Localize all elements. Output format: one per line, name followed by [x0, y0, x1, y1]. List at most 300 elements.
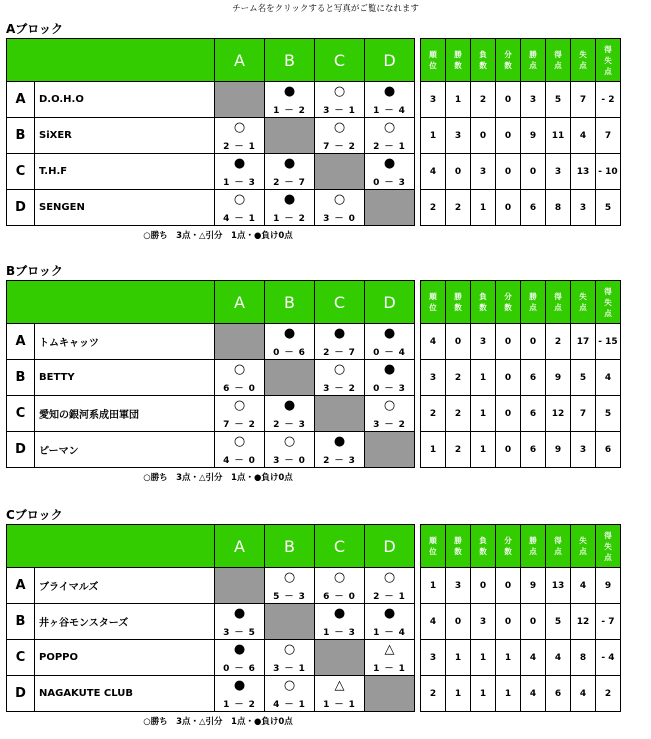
stat-header-char: 点 — [604, 308, 612, 318]
stat-header-char: 勝 — [529, 292, 537, 301]
match-result-cell — [315, 82, 365, 118]
stat-header — [546, 39, 571, 82]
table-row — [7, 190, 621, 226]
stat-value: - 2 — [596, 82, 621, 118]
row-letter: D — [7, 432, 35, 468]
result-mark-icon: ○ — [233, 362, 246, 377]
stat-value: 2 — [446, 432, 471, 468]
header-corner — [7, 39, 215, 82]
match-score: 1 － 2 — [273, 106, 306, 116]
stat-value: 2 — [446, 396, 471, 432]
column-header-team: B — [265, 525, 315, 568]
stat-value: 4 — [521, 640, 546, 676]
match-result-cell — [365, 640, 415, 676]
match-score: 7 － 2 — [323, 142, 356, 152]
match-result-cell — [265, 432, 315, 468]
stat-header — [496, 525, 521, 568]
stat-header-char: 得 — [604, 44, 612, 54]
stat-value: 0 — [446, 154, 471, 190]
match-score: 3 － 0 — [273, 456, 306, 466]
stat-value: 5 — [546, 82, 571, 118]
match-result-cell — [315, 190, 365, 226]
stat-header-char: 失 — [579, 536, 587, 545]
match-score: 2 － 7 — [273, 178, 306, 188]
match-score: 5 － 3 — [273, 592, 306, 602]
match-result-cell — [215, 360, 265, 396]
column-header-team: D — [365, 39, 415, 82]
result-mark-icon: ● — [283, 156, 296, 171]
stat-value: 3 — [571, 190, 596, 226]
match-score: 2 － 1 — [373, 592, 406, 602]
team-name-link[interactable]: POPPO — [35, 640, 215, 676]
stat-value: 1 — [421, 568, 446, 604]
match-score: 6 － 0 — [223, 384, 256, 394]
stat-value: 11 — [546, 118, 571, 154]
column-header-team: D — [365, 525, 415, 568]
column-header-team: C — [315, 281, 365, 324]
match-result-cell — [365, 360, 415, 396]
stat-header-char: 順 — [429, 50, 437, 59]
result-mark-icon: △ — [334, 678, 345, 693]
table-row — [7, 604, 621, 640]
self-match-cell — [265, 118, 315, 154]
stat-value: 5 — [596, 396, 621, 432]
stat-header-char: 点 — [554, 303, 562, 312]
stat-header-char: 点 — [579, 303, 587, 312]
stat-value: 0 — [496, 82, 521, 118]
stat-header-char: 失 — [604, 55, 612, 65]
match-score: 1 － 3 — [323, 628, 356, 638]
match-result-cell — [215, 396, 265, 432]
stat-header-char: 数 — [454, 61, 462, 70]
stat-value: 2 — [471, 82, 496, 118]
stat-value: 1 — [471, 396, 496, 432]
stat-header-char: 失 — [604, 297, 612, 307]
match-score: 2 － 1 — [223, 142, 256, 152]
stat-header-char: 勝 — [454, 536, 462, 545]
row-letter: A — [7, 568, 35, 604]
stat-value: 1 — [496, 640, 521, 676]
stat-value: 13 — [546, 568, 571, 604]
result-mark-icon: ● — [233, 156, 246, 171]
row-letter: A — [7, 82, 35, 118]
block-title: Aブロック — [6, 22, 64, 36]
stat-value: 9 — [521, 568, 546, 604]
stat-value: 0 — [471, 118, 496, 154]
stat-value: 0 — [446, 324, 471, 360]
stat-header-char: 点 — [604, 66, 612, 76]
result-mark-icon: ● — [333, 606, 346, 621]
stat-value: 6 — [596, 432, 621, 468]
stat-value: 9 — [596, 568, 621, 604]
team-name-link[interactable]: BETTY — [35, 360, 215, 396]
result-mark-icon: ○ — [333, 192, 346, 207]
stat-value: - 10 — [596, 154, 621, 190]
result-mark-icon: ○ — [283, 642, 296, 657]
match-result-cell — [315, 676, 365, 712]
stat-value: 3 — [446, 118, 471, 154]
team-name-link[interactable]: T.H.F — [35, 154, 215, 190]
match-score: 1 － 4 — [373, 106, 406, 116]
stat-value: 0 — [521, 604, 546, 640]
match-score: 4 － 1 — [223, 214, 256, 224]
stat-header-char: 点 — [554, 547, 562, 556]
stat-header-char: 位 — [429, 303, 437, 312]
match-score: 0 － 4 — [373, 348, 406, 358]
result-mark-icon: ○ — [233, 120, 246, 135]
match-result-cell — [365, 604, 415, 640]
stat-header-char: 得 — [554, 292, 562, 301]
stat-header — [521, 525, 546, 568]
stat-value: 4 — [421, 324, 446, 360]
row-letter: A — [7, 324, 35, 360]
result-mark-icon: △ — [384, 642, 395, 657]
self-match-cell — [315, 640, 365, 676]
row-letter: D — [7, 190, 35, 226]
result-mark-icon: ○ — [233, 192, 246, 207]
stat-header-char: 点 — [554, 61, 562, 70]
stat-value: 12 — [571, 604, 596, 640]
column-header-team: A — [215, 281, 265, 324]
stat-header-char: 点 — [579, 547, 587, 556]
match-result-cell — [265, 568, 315, 604]
result-mark-icon: ● — [383, 156, 396, 171]
match-score: 4 － 0 — [223, 456, 256, 466]
stat-value: 4 — [421, 154, 446, 190]
stat-header-char: 得 — [554, 50, 562, 59]
stat-header — [446, 281, 471, 324]
stat-value: 5 — [596, 190, 621, 226]
stat-value: 0 — [496, 324, 521, 360]
stat-value: 0 — [521, 154, 546, 190]
stat-value: 0 — [496, 396, 521, 432]
stat-header-char: 得 — [554, 536, 562, 545]
team-name-link[interactable]: ピーマン — [35, 432, 215, 468]
stat-value: 7 — [571, 82, 596, 118]
match-result-cell — [265, 154, 315, 190]
row-letter: C — [7, 154, 35, 190]
stat-header — [496, 281, 521, 324]
stat-value: 3 — [471, 604, 496, 640]
team-name-link[interactable]: トムキャッツ — [35, 324, 215, 360]
stat-header — [446, 525, 471, 568]
row-letter: C — [7, 640, 35, 676]
stat-value: 2 — [421, 676, 446, 712]
match-score: 7 － 2 — [223, 420, 256, 430]
stat-header-char: 数 — [504, 61, 512, 70]
row-letter: B — [7, 118, 35, 154]
stat-value: 2 — [446, 190, 471, 226]
stat-header — [521, 39, 546, 82]
team-name-link[interactable]: SiXER — [35, 118, 215, 154]
stat-value: 0 — [496, 568, 521, 604]
match-result-cell — [365, 396, 415, 432]
result-mark-icon: ● — [383, 84, 396, 99]
stat-header — [471, 39, 496, 82]
stat-value: 3 — [446, 568, 471, 604]
match-result-cell — [215, 640, 265, 676]
stat-header-char: 負 — [479, 536, 487, 545]
stat-header-char: 負 — [479, 50, 487, 59]
match-score: 3 － 1 — [273, 664, 306, 674]
self-match-cell — [215, 324, 265, 360]
stat-value: 1 — [471, 676, 496, 712]
stat-header-char: 位 — [429, 61, 437, 70]
match-score: 0 － 6 — [273, 348, 306, 358]
stat-value: 2 — [421, 396, 446, 432]
stat-header-char: 数 — [479, 61, 487, 70]
column-header-team: B — [265, 39, 315, 82]
stat-value: 3 — [471, 154, 496, 190]
match-score: 2 － 3 — [323, 456, 356, 466]
stat-value: 17 — [571, 324, 596, 360]
result-mark-icon: ○ — [283, 434, 296, 449]
result-mark-icon: ● — [283, 326, 296, 341]
stat-value: 4 — [521, 676, 546, 712]
stat-header — [596, 39, 621, 82]
stat-value: - 7 — [596, 604, 621, 640]
stat-value: 4 — [546, 640, 571, 676]
stat-value: 7 — [571, 396, 596, 432]
stat-header-char: 順 — [429, 536, 437, 545]
stat-value: 1 — [446, 676, 471, 712]
stat-header — [571, 39, 596, 82]
match-score: 3 － 0 — [323, 214, 356, 224]
stat-header-char: 点 — [529, 547, 537, 556]
stat-header — [571, 525, 596, 568]
stat-value: 6 — [521, 432, 546, 468]
result-mark-icon: ● — [233, 606, 246, 621]
stat-header — [596, 525, 621, 568]
standings-table — [6, 280, 621, 468]
result-mark-icon: ○ — [383, 570, 396, 585]
stat-value: 0 — [471, 568, 496, 604]
match-score: 1 － 1 — [323, 700, 356, 710]
points-legend: ○勝ち 3点・△引分 1点・●負け0点 — [143, 717, 293, 727]
stat-header-char: 数 — [504, 303, 512, 312]
column-header-team: D — [365, 281, 415, 324]
stat-value: 0 — [496, 154, 521, 190]
stat-value: 1 — [471, 432, 496, 468]
stat-value: 1 — [446, 640, 471, 676]
stat-header-char: 点 — [579, 61, 587, 70]
standings-table — [6, 38, 621, 226]
stat-header-char: 失 — [579, 50, 587, 59]
stat-value: 3 — [421, 640, 446, 676]
result-mark-icon: ● — [383, 362, 396, 377]
stat-header-char: 数 — [454, 547, 462, 556]
match-result-cell — [215, 604, 265, 640]
stat-header-char: 得 — [604, 530, 612, 540]
stat-header-char: 勝 — [454, 50, 462, 59]
stat-header-char: 勝 — [529, 50, 537, 59]
match-score: 0 － 3 — [373, 178, 406, 188]
table-row — [7, 82, 621, 118]
result-mark-icon: ● — [283, 84, 296, 99]
match-score: 2 － 7 — [323, 348, 356, 358]
match-score: 1 － 2 — [273, 214, 306, 224]
match-result-cell — [365, 568, 415, 604]
match-result-cell — [365, 324, 415, 360]
stat-value: 6 — [521, 396, 546, 432]
match-score: 3 － 1 — [323, 106, 356, 116]
stat-header — [521, 281, 546, 324]
self-match-cell — [215, 568, 265, 604]
match-result-cell — [215, 676, 265, 712]
stat-value: 4 — [421, 604, 446, 640]
self-match-cell — [265, 360, 315, 396]
stat-header-char: 点 — [529, 61, 537, 70]
stat-header-char: 点 — [529, 303, 537, 312]
stat-header — [596, 281, 621, 324]
column-header-team: B — [265, 281, 315, 324]
match-score: 0 － 6 — [223, 664, 256, 674]
stat-value: 9 — [521, 118, 546, 154]
header-corner — [7, 525, 215, 568]
stat-header-char: 分 — [504, 536, 512, 545]
match-score: 1 － 1 — [373, 664, 406, 674]
table-row — [7, 568, 621, 604]
match-score: 6 － 0 — [323, 592, 356, 602]
row-letter: B — [7, 360, 35, 396]
stat-value: 0 — [496, 604, 521, 640]
stat-value: 5 — [571, 360, 596, 396]
stat-value: 13 — [571, 154, 596, 190]
stat-header — [421, 39, 446, 82]
self-match-cell — [365, 676, 415, 712]
match-result-cell — [265, 640, 315, 676]
result-mark-icon: ● — [283, 398, 296, 413]
match-score: 3 － 5 — [223, 628, 256, 638]
stat-value: 9 — [546, 432, 571, 468]
stat-header-char: 勝 — [454, 292, 462, 301]
stat-value: 1 — [421, 432, 446, 468]
photo-notice: チーム名をクリックすると写真がご覧になれます — [232, 4, 419, 14]
stat-header-char: 順 — [429, 292, 437, 301]
stat-value: 3 — [421, 360, 446, 396]
stat-header — [546, 281, 571, 324]
points-legend: ○勝ち 3点・△引分 1点・●負け0点 — [143, 473, 293, 483]
team-name-link[interactable]: 井ヶ谷モンスターズ — [35, 604, 215, 640]
team-name-link[interactable]: ブライマルズ — [35, 568, 215, 604]
team-name-link[interactable]: D.O.H.O — [35, 82, 215, 118]
stat-value: 3 — [521, 82, 546, 118]
stat-value: 8 — [546, 190, 571, 226]
result-mark-icon: ○ — [333, 120, 346, 135]
result-mark-icon: ○ — [333, 362, 346, 377]
result-mark-icon: ○ — [233, 434, 246, 449]
stat-value: 1 — [471, 190, 496, 226]
match-score: 0 － 3 — [373, 384, 406, 394]
match-score: 2 － 3 — [273, 420, 306, 430]
column-header-team: A — [215, 525, 265, 568]
match-result-cell — [315, 432, 365, 468]
team-name-link[interactable]: 愛知の銀河系成田軍団 — [35, 396, 215, 432]
stat-value: 6 — [546, 676, 571, 712]
result-mark-icon: ○ — [383, 120, 396, 135]
stat-header-char: 勝 — [529, 536, 537, 545]
result-mark-icon: ○ — [333, 84, 346, 99]
header-corner — [7, 281, 215, 324]
result-mark-icon: ○ — [283, 678, 296, 693]
result-mark-icon: ○ — [233, 398, 246, 413]
stat-value: 3 — [471, 324, 496, 360]
row-letter: D — [7, 676, 35, 712]
stat-value: 2 — [421, 190, 446, 226]
match-result-cell — [315, 324, 365, 360]
match-score: 1 － 2 — [223, 700, 256, 710]
match-result-cell — [215, 154, 265, 190]
stat-header-char: 数 — [504, 547, 512, 556]
result-mark-icon: ● — [333, 434, 346, 449]
stat-value: 0 — [496, 190, 521, 226]
stat-value: 1 — [421, 118, 446, 154]
stat-value: 12 — [546, 396, 571, 432]
match-result-cell — [365, 154, 415, 190]
match-result-cell — [215, 432, 265, 468]
stat-header — [471, 281, 496, 324]
stat-header — [421, 525, 446, 568]
points-legend: ○勝ち 3点・△引分 1点・●負け0点 — [143, 231, 293, 241]
table-row — [7, 324, 621, 360]
stat-header — [446, 39, 471, 82]
stat-value: 0 — [496, 432, 521, 468]
match-result-cell — [265, 396, 315, 432]
stat-header-char: 分 — [504, 292, 512, 301]
stat-value: 4 — [571, 568, 596, 604]
stat-value: 5 — [546, 604, 571, 640]
stat-value: 1 — [446, 82, 471, 118]
match-result-cell — [315, 360, 365, 396]
result-mark-icon: ○ — [283, 570, 296, 585]
stat-value: 2 — [546, 324, 571, 360]
stat-header-char: 数 — [454, 303, 462, 312]
stat-header — [571, 281, 596, 324]
match-result-cell — [365, 118, 415, 154]
table-row — [7, 118, 621, 154]
stat-value: 1 — [496, 676, 521, 712]
match-result-cell — [315, 604, 365, 640]
stat-header-char: 失 — [604, 541, 612, 551]
match-result-cell — [215, 190, 265, 226]
team-name-link[interactable]: NAGAKUTE CLUB — [35, 676, 215, 712]
stat-value: 6 — [521, 360, 546, 396]
stat-value: 1 — [471, 640, 496, 676]
stat-header-char: 点 — [604, 552, 612, 562]
stat-header-char: 数 — [479, 547, 487, 556]
self-match-cell — [215, 82, 265, 118]
table-row — [7, 432, 621, 468]
column-header-team: A — [215, 39, 265, 82]
match-result-cell — [315, 568, 365, 604]
stat-value: 3 — [546, 154, 571, 190]
row-letter: C — [7, 396, 35, 432]
match-score: 3 － 2 — [373, 420, 406, 430]
table-row — [7, 154, 621, 190]
stat-header-char: 数 — [479, 303, 487, 312]
stat-value: 4 — [596, 360, 621, 396]
result-mark-icon: ● — [383, 326, 396, 341]
table-row — [7, 360, 621, 396]
result-mark-icon: ○ — [333, 570, 346, 585]
match-score: 2 － 1 — [373, 142, 406, 152]
row-letter: B — [7, 604, 35, 640]
stat-header — [496, 39, 521, 82]
team-name-link[interactable]: SENGEN — [35, 190, 215, 226]
match-result-cell — [265, 676, 315, 712]
self-match-cell — [315, 154, 365, 190]
stat-value: 8 — [571, 640, 596, 676]
